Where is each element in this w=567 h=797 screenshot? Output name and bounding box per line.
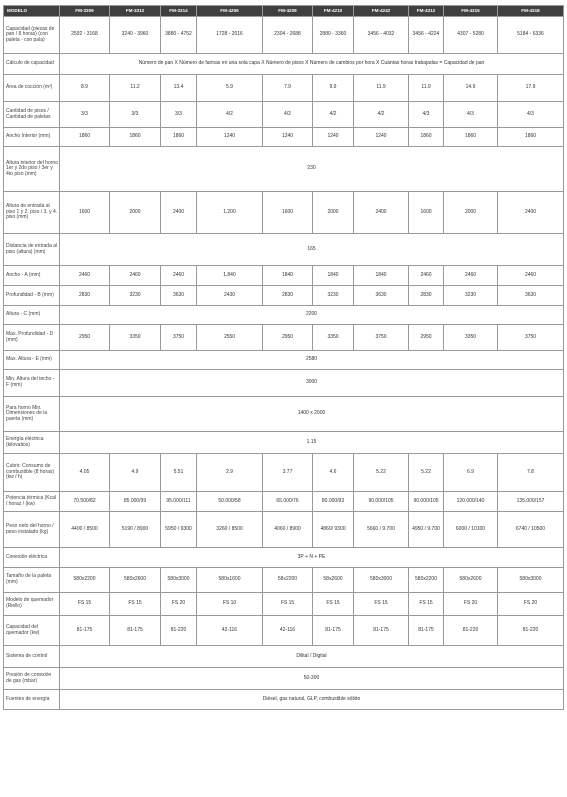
table-cell: 580x1600 xyxy=(197,568,263,593)
table-cell: FS 15 xyxy=(110,593,161,616)
table-cell: 7.8 xyxy=(498,454,564,492)
table-cell: 4/3 xyxy=(409,102,444,128)
spec-table-container xyxy=(3,5,563,710)
table-cell: FS 15 xyxy=(263,593,313,616)
table-cell: 3750 xyxy=(161,325,197,351)
row-label: Tamaño de la paleta (mm) xyxy=(4,568,60,593)
column-header-fm-4242: FM-4242 xyxy=(354,6,409,17)
table-row xyxy=(4,454,564,492)
row-shared-value: Número de pan X Número de farinas en una sola capa X Número de pisos X Número de cambios por hora X Cuántas horas trabajadas = Capacidad de pan xyxy=(60,54,564,75)
table-cell: 81-220 xyxy=(444,616,498,646)
table-cell: 2400 xyxy=(498,192,564,234)
table-cell: 4307 - 5280 xyxy=(444,17,498,54)
table-cell: 4/3 xyxy=(444,102,498,128)
table-cell: 3230 xyxy=(110,286,161,306)
column-header-fm-4315: FM-4315 xyxy=(444,6,498,17)
row-label: Potencia térmica (Kcal / horaz / (kw) xyxy=(4,492,60,512)
table-row xyxy=(4,351,564,370)
table-cell: 3750 xyxy=(498,325,564,351)
table-cell: 2000 xyxy=(444,192,498,234)
table-cell: 1240 xyxy=(197,128,263,147)
table-cell: 1860 xyxy=(60,128,110,147)
table-cell: 1.840 xyxy=(197,266,263,286)
row-shared-value: 165 xyxy=(60,234,564,266)
row-label: Distancia de entrada al piso (altura) (mm) xyxy=(4,234,60,266)
table-cell: 2830 xyxy=(60,286,110,306)
row-shared-value: 3P + N + PE xyxy=(60,548,564,568)
table-cell: 4.05 xyxy=(60,454,110,492)
table-row xyxy=(4,616,564,646)
table-cell: 1840 xyxy=(354,266,409,286)
row-label: Cálculo de capacidad xyxy=(4,54,60,75)
table-cell: 2460 xyxy=(444,266,498,286)
table-cell: 5.51 xyxy=(161,454,197,492)
table-cell: 4860/ 9300 xyxy=(313,512,354,548)
row-label: Cubrir. Consumo de combustible (8 horas) (kw / h) xyxy=(4,454,60,492)
table-cell: FS 20 xyxy=(444,593,498,616)
table-cell: 2592 - 3168 xyxy=(60,17,110,54)
row-shared-value: 50-300 xyxy=(60,668,564,690)
column-header-fm-3314: FM-3314 xyxy=(161,6,197,17)
table-cell: 3260 / 8500 xyxy=(197,512,263,548)
table-cell: 3630 xyxy=(354,286,409,306)
table-cell: 14.9 xyxy=(444,75,498,102)
table-cell: 580x2200 xyxy=(60,568,110,593)
row-label: Min. Altura del techo - F (mm) xyxy=(4,370,60,397)
table-cell: 8.9 xyxy=(60,75,110,102)
row-label: Max. Altura - E (mm) xyxy=(4,351,60,370)
table-cell: 13.4 xyxy=(161,75,197,102)
row-label: Altura interior del horno 1er y 2do piso / 3er y 4to piso (mm) xyxy=(4,147,60,192)
table-row xyxy=(4,234,564,266)
table-cell: 4/3 xyxy=(498,102,564,128)
row-shared-value: Dilital / Digital xyxy=(60,646,564,668)
table-row xyxy=(4,192,564,234)
table-cell: FS 20 xyxy=(161,593,197,616)
table-cell: 1840 xyxy=(263,266,313,286)
table-cell: 81-220 xyxy=(161,616,197,646)
table-row xyxy=(4,668,564,690)
row-label: Modelo de quemador (Riello) xyxy=(4,593,60,616)
table-cell: 3/3 xyxy=(110,102,161,128)
table-cell: 65.000/76 xyxy=(263,492,313,512)
table-cell: 2830 xyxy=(263,286,313,306)
table-cell: 580x2600 xyxy=(444,568,498,593)
table-cell: 1600 xyxy=(263,192,313,234)
row-label: Altura - C (mm) xyxy=(4,306,60,325)
table-cell: 3230 xyxy=(444,286,498,306)
row-label: Presión de conexión de gas (mbar) xyxy=(4,668,60,690)
column-header-model: MODELO xyxy=(4,6,60,17)
header-row xyxy=(4,6,564,17)
table-cell: 4/2 xyxy=(354,102,409,128)
table-row xyxy=(4,397,564,432)
table-row xyxy=(4,128,564,147)
row-label: Cantidad de pisos / Cantidad de paletas xyxy=(4,102,60,128)
table-row xyxy=(4,325,564,351)
table-cell: 80.000/93 xyxy=(313,492,354,512)
table-cell: 85.000/99 xyxy=(110,492,161,512)
row-shared-value: 2200 xyxy=(60,306,564,325)
table-cell: 9.9 xyxy=(313,75,354,102)
table-cell: 4950 / 9.700 xyxy=(409,512,444,548)
column-header-fm-4206: FM-4206 xyxy=(197,6,263,17)
table-cell: 4/2 xyxy=(197,102,263,128)
table-cell: 580x2200 xyxy=(409,568,444,593)
table-cell: 2400 xyxy=(161,192,197,234)
table-cell: 1600 xyxy=(60,192,110,234)
table-cell: 3.77 xyxy=(263,454,313,492)
column-header-fm-4318: FM-4318 xyxy=(498,6,564,17)
table-row xyxy=(4,75,564,102)
row-label: Para horno Min. Dimensiones de la puerta (mm) xyxy=(4,397,60,432)
table-cell: 4/2 xyxy=(263,102,313,128)
table-cell: 11.9 xyxy=(354,75,409,102)
table-cell: 1240 xyxy=(263,128,313,147)
table-cell: 2950 xyxy=(60,325,110,351)
table-cell: 90.000/105 xyxy=(409,492,444,512)
table-cell: 5184 - 6336 xyxy=(498,17,564,54)
table-body xyxy=(4,17,564,710)
row-label: Capacidad (piezas de pan / 8 horas) (con paleta - con pala) xyxy=(4,17,60,54)
table-cell: 2950 xyxy=(263,325,313,351)
table-row xyxy=(4,432,564,454)
table-cell: 81-220 xyxy=(498,616,564,646)
table-cell: 58x2200 xyxy=(263,568,313,593)
table-cell: 3456 - 4032 xyxy=(354,17,409,54)
table-cell: 3240 - 3960 xyxy=(110,17,161,54)
table-cell: 81-175 xyxy=(60,616,110,646)
table-cell: 4.9 xyxy=(110,454,161,492)
table-cell: 1860 xyxy=(409,128,444,147)
row-label: Profundidad - B (mm) xyxy=(4,286,60,306)
table-cell: 2460 xyxy=(498,266,564,286)
table-cell: 90.000/105 xyxy=(354,492,409,512)
table-cell: 580x2600 xyxy=(110,568,161,593)
table-cell: 2880 - 3360 xyxy=(313,17,354,54)
table-cell: 3456 - 4224 xyxy=(409,17,444,54)
table-cell: 580x3000 xyxy=(354,568,409,593)
table-cell: 2.9 xyxy=(197,454,263,492)
table-cell: 2400 xyxy=(354,192,409,234)
table-cell: FS 10 xyxy=(197,593,263,616)
table-row xyxy=(4,147,564,192)
row-label: Ancho - A (mm) xyxy=(4,266,60,286)
table-cell: 135.000/157 xyxy=(498,492,564,512)
table-cell: 81-175 xyxy=(313,616,354,646)
column-header-fm-4210: FM-4210 xyxy=(313,6,354,17)
table-cell: 2000 xyxy=(110,192,161,234)
table-cell: 5.22 xyxy=(354,454,409,492)
table-cell: 3350 xyxy=(444,325,498,351)
table-cell: 2430 xyxy=(197,286,263,306)
table-cell: 120.000/140 xyxy=(444,492,498,512)
table-cell: 5660 / 9.700 xyxy=(354,512,409,548)
table-cell: 4060 / 8900 xyxy=(263,512,313,548)
table-cell: 2460 xyxy=(161,266,197,286)
table-cell: 1860 xyxy=(110,128,161,147)
table-row xyxy=(4,690,564,710)
table-cell: 2830 xyxy=(409,286,444,306)
table-cell: FS 15 xyxy=(409,593,444,616)
table-cell: 5950 / 9300 xyxy=(161,512,197,548)
table-cell: 42-116 xyxy=(197,616,263,646)
row-shared-value: 1400 x 2000 xyxy=(60,397,564,432)
table-cell: 95.000/111 xyxy=(161,492,197,512)
row-shared-value: 3000 xyxy=(60,370,564,397)
table-cell: 1728 - 2016 xyxy=(197,17,263,54)
table-cell: 11.9 xyxy=(409,75,444,102)
column-header-fm-3309: FM-3309 xyxy=(60,6,110,17)
table-cell: 3630 xyxy=(498,286,564,306)
table-row xyxy=(4,54,564,75)
table-cell: 1240 xyxy=(354,128,409,147)
row-label: Peso neto del horno / peso instalado (kg) xyxy=(4,512,60,548)
table-cell: 7.9 xyxy=(263,75,313,102)
table-row xyxy=(4,593,564,616)
table-cell: FS 20 xyxy=(498,593,564,616)
table-cell: 2000 xyxy=(313,192,354,234)
table-row xyxy=(4,370,564,397)
row-shared-value: 2580 xyxy=(60,351,564,370)
row-label: Conexión eléctrica xyxy=(4,548,60,568)
table-cell: 81-175 xyxy=(110,616,161,646)
table-cell: 17.9 xyxy=(498,75,564,102)
spec-table xyxy=(3,5,564,710)
table-row xyxy=(4,646,564,668)
table-cell: 1860 xyxy=(161,128,197,147)
table-cell: 3/3 xyxy=(161,102,197,128)
table-cell: 50.000/58 xyxy=(197,492,263,512)
table-cell: 81-175 xyxy=(409,616,444,646)
row-shared-value: 1.15 xyxy=(60,432,564,454)
table-row xyxy=(4,266,564,286)
row-shared-value: 230 xyxy=(60,147,564,192)
table-cell: 3750 xyxy=(354,325,409,351)
table-cell: 5.9 xyxy=(197,75,263,102)
table-cell: 4400 / 8500 xyxy=(60,512,110,548)
table-cell: 3350 xyxy=(110,325,161,351)
row-label: Energía eléctrica (kilovatios) xyxy=(4,432,60,454)
table-cell: 11.2 xyxy=(110,75,161,102)
table-row xyxy=(4,17,564,54)
row-label: Sistema de control xyxy=(4,646,60,668)
table-row xyxy=(4,512,564,548)
row-shared-value: Diésel, gas natural, GLP, combustible sólido xyxy=(60,690,564,710)
table-cell: 1860 xyxy=(444,128,498,147)
table-cell: 2460 xyxy=(409,266,444,286)
table-cell: 6.9 xyxy=(444,454,498,492)
row-label: Área de cocción (m²) xyxy=(4,75,60,102)
row-label: Fuentes de energía xyxy=(4,690,60,710)
row-label: Capacidad del quemador (kw) xyxy=(4,616,60,646)
table-cell: 6740 / 10500 xyxy=(498,512,564,548)
table-row xyxy=(4,548,564,568)
table-cell: 2950 xyxy=(409,325,444,351)
table-cell: 5.22 xyxy=(409,454,444,492)
table-cell: 580x3000 xyxy=(498,568,564,593)
table-cell: 42-116 xyxy=(263,616,313,646)
table-row xyxy=(4,286,564,306)
table-cell: 1840 xyxy=(313,266,354,286)
table-cell: 1.200 xyxy=(197,192,263,234)
table-cell: 3/3 xyxy=(60,102,110,128)
table-row xyxy=(4,568,564,593)
table-cell: 1240 xyxy=(313,128,354,147)
table-cell: 1600 xyxy=(409,192,444,234)
table-cell: 5190 / 8900 xyxy=(110,512,161,548)
table-row xyxy=(4,492,564,512)
table-cell: 2550 xyxy=(197,325,263,351)
table-cell: FS 15 xyxy=(313,593,354,616)
table-cell: 4.6 xyxy=(313,454,354,492)
table-cell: 3230 xyxy=(313,286,354,306)
column-header-fm-4312: FM-4312 xyxy=(409,6,444,17)
table-cell: 2460 xyxy=(110,266,161,286)
table-cell: 580x3000 xyxy=(161,568,197,593)
row-label: Ancho Interior (mm) xyxy=(4,128,60,147)
table-cell: 6000 / 10100 xyxy=(444,512,498,548)
table-cell: 2304 - 2688 xyxy=(263,17,313,54)
table-cell: 3350 xyxy=(313,325,354,351)
row-label: Altura de entrada al piso 1 y 2. piso / 3. y 4. piso (mm) xyxy=(4,192,60,234)
table-cell: 58x2600 xyxy=(313,568,354,593)
table-cell: 81-175 xyxy=(354,616,409,646)
column-header-fm-3312: FM-3312 xyxy=(110,6,161,17)
table-cell: FS 15 xyxy=(60,593,110,616)
table-cell: 2460 xyxy=(60,266,110,286)
row-label: Max. Profundidad - D (mm) xyxy=(4,325,60,351)
table-cell: 70.500/82 xyxy=(60,492,110,512)
table-cell: 4/2 xyxy=(313,102,354,128)
table-cell: 3630 xyxy=(161,286,197,306)
column-header-fm-4208: FM-4208 xyxy=(263,6,313,17)
table-cell: 3880 - 4752 xyxy=(161,17,197,54)
table-row xyxy=(4,102,564,128)
table-cell: 1860 xyxy=(498,128,564,147)
table-row xyxy=(4,306,564,325)
table-cell: FS 15 xyxy=(354,593,409,616)
